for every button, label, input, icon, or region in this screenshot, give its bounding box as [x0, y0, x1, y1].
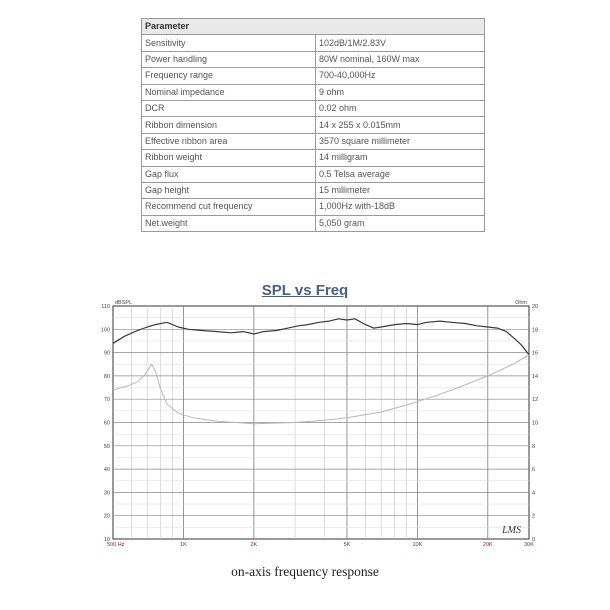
y-right-tick-label: 2: [532, 513, 536, 520]
spec-value: 0.5 Telsa average: [316, 166, 485, 182]
spec-label: Gap height: [142, 182, 316, 198]
x-tick-label: 5K: [343, 542, 351, 548]
y-right-tick-label: 12: [532, 397, 539, 404]
y-right-unit: Ohm: [515, 300, 527, 306]
x-tick-label: 1K: [180, 542, 187, 548]
spec-label: Sensitivity: [142, 35, 316, 51]
spec-value: 80W nominal, 160W max: [316, 51, 485, 67]
chart-title: SPL vs Freq: [261, 282, 349, 299]
spec-value: 3570 square millimeter: [316, 133, 485, 149]
spec-label: Ribbon weight: [142, 150, 316, 166]
y-right-tick-label: 8: [532, 443, 536, 450]
x-tick-label: 500 Hz: [107, 542, 125, 548]
spec-value: 5,050 gram: [316, 215, 485, 231]
spec-value: 0.02 ohm: [316, 100, 485, 116]
x-tick-label: 2K: [250, 542, 258, 548]
spec-value: 15 millimeter: [316, 182, 485, 198]
spec-label: Recommend cut frequency: [142, 199, 316, 215]
y-left-tick-label: 70: [103, 397, 110, 404]
y-right-tick-label: 16: [532, 350, 539, 357]
spec-label: Frequency range: [142, 68, 316, 84]
y-left-tick-label: 50: [103, 443, 110, 450]
y-left-tick-label: 90: [103, 350, 110, 357]
spec-value: 14 milligram: [316, 150, 485, 166]
spec-value: 14 x 255 x 0.015mm: [316, 117, 485, 133]
x-tick-label: 20K: [482, 542, 493, 548]
spec-label: Gap flux: [142, 166, 316, 182]
y-left-tick-label: 60: [103, 420, 110, 427]
y-left-tick-label: 100: [100, 327, 110, 334]
y-left-unit: dBSPL: [115, 300, 133, 306]
spec-label: Effective ribbon area: [142, 133, 316, 149]
y-right-tick-label: 10: [532, 420, 539, 427]
spec-label: Nominal impedance: [142, 84, 316, 100]
x-tick-label: 10K: [412, 542, 423, 548]
spec-table-header: Parameter: [142, 19, 485, 35]
lms-watermark: LMS: [502, 525, 521, 536]
spec-label: Ribbon dimension: [142, 117, 316, 133]
chart-caption: on-axis frequency response: [231, 564, 379, 579]
y-left-tick-label: 80: [103, 373, 110, 380]
y-left-tick-label: 30: [103, 490, 110, 497]
y-right-tick-label: 20: [532, 304, 539, 310]
spec-value: 1,000Hz with-18dB: [316, 199, 485, 215]
y-left-tick-label: 10: [103, 537, 110, 543]
spec-value: 102dB/1M/2.83V: [316, 35, 485, 51]
y-right-tick-label: 18: [532, 327, 539, 334]
spec-label: Power handling: [142, 51, 316, 67]
y-right-tick-label: 6: [532, 467, 536, 474]
y-left-tick-label: 20: [103, 513, 110, 520]
spec-value: 700-40,000Hz: [316, 68, 485, 84]
y-right-tick-label: 14: [532, 373, 539, 380]
y-left-tick-label: 40: [103, 467, 110, 474]
spec-label: Net.weight: [142, 215, 316, 231]
x-tick-label: 30K: [524, 542, 534, 548]
y-left-tick-label: 110: [101, 304, 110, 310]
y-right-tick-label: 0: [532, 537, 536, 543]
y-right-tick-label: 4: [532, 490, 536, 497]
spec-value: 9 ohm: [316, 84, 485, 100]
spec-label: DCR: [142, 100, 316, 116]
